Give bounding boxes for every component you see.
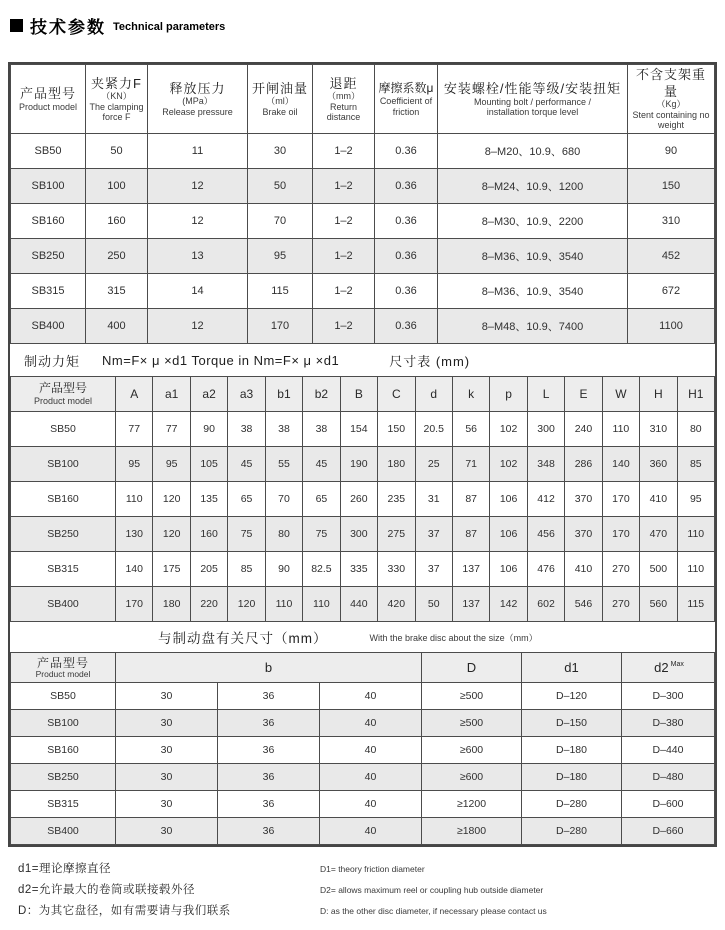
column-header-mounting-bolt bbox=[438, 65, 628, 134]
d2-label: d2 bbox=[654, 660, 669, 675]
column-header-a2: a2 bbox=[190, 377, 227, 412]
header-zh: 不含支架重量 bbox=[635, 67, 706, 99]
table-row bbox=[11, 482, 715, 517]
value-cell: 154 bbox=[340, 412, 377, 447]
value-cell: 8–M20、10.9、680 bbox=[438, 134, 628, 169]
value-cell: 80 bbox=[265, 517, 302, 552]
header-en: The clamping force F bbox=[89, 101, 144, 123]
product-model-cell: SB160 bbox=[11, 204, 86, 239]
value-cell: 150 bbox=[628, 169, 715, 204]
product-model-cell: SB100 bbox=[11, 710, 116, 737]
value-cell: 240 bbox=[565, 412, 602, 447]
value-cell: 410 bbox=[640, 482, 677, 517]
column-header-friction-coefficient bbox=[375, 65, 438, 134]
value-cell: D–660 bbox=[622, 818, 715, 845]
dimensions-table-body bbox=[11, 412, 715, 622]
product-model-cell: SB50 bbox=[11, 412, 116, 447]
footnote-d1 bbox=[18, 860, 725, 876]
disc-size-title-en: With the brake disc about the size（mm） bbox=[369, 632, 538, 643]
value-cell: 8–M36、10.9、3540 bbox=[438, 274, 628, 309]
value-cell: 1–2 bbox=[313, 239, 375, 274]
column-header-W: W bbox=[602, 377, 639, 412]
value-cell: 106 bbox=[490, 482, 527, 517]
product-model-cell: SB50 bbox=[11, 683, 116, 710]
value-cell: 275 bbox=[378, 517, 415, 552]
value-cell: 77 bbox=[116, 412, 153, 447]
value-cell: 115 bbox=[677, 587, 714, 622]
column-header-clamping-force bbox=[86, 65, 148, 134]
value-cell: 330 bbox=[378, 552, 415, 587]
value-cell: 140 bbox=[116, 552, 153, 587]
value-cell: 77 bbox=[153, 412, 190, 447]
value-cell: 13 bbox=[148, 239, 248, 274]
value-cell: 150 bbox=[378, 412, 415, 447]
value-cell: 180 bbox=[153, 587, 190, 622]
d2-max-superscript: Max bbox=[670, 660, 684, 668]
value-cell: 220 bbox=[190, 587, 227, 622]
value-cell: 1100 bbox=[628, 309, 715, 344]
value-cell: 410 bbox=[565, 552, 602, 587]
value-cell: 11 bbox=[148, 134, 248, 169]
value-cell: 175 bbox=[153, 552, 190, 587]
value-cell: 110 bbox=[677, 552, 714, 587]
header-en: Product model bbox=[18, 101, 78, 112]
value-cell: 36 bbox=[218, 683, 320, 710]
value-cell: 120 bbox=[228, 587, 265, 622]
value-cell: ≥1200 bbox=[422, 791, 522, 818]
value-cell: 40 bbox=[320, 764, 422, 791]
torque-formula-text: Nm=F× μ ×d1 Torque in Nm=F× μ ×d1 bbox=[102, 352, 340, 368]
footnote-zh: D：为其它盘径，如有需要请与我们联系 bbox=[18, 905, 231, 917]
header-en: Coefficient of friction bbox=[379, 96, 433, 117]
value-cell: 55 bbox=[265, 447, 302, 482]
value-cell: 45 bbox=[303, 447, 340, 482]
value-cell: 102 bbox=[490, 412, 527, 447]
value-cell: 90 bbox=[190, 412, 227, 447]
product-model-cell: SB400 bbox=[11, 818, 116, 845]
header-en: Product model bbox=[33, 396, 93, 407]
value-cell: D–150 bbox=[522, 710, 622, 737]
value-cell: 235 bbox=[378, 482, 415, 517]
value-cell: 476 bbox=[527, 552, 564, 587]
value-cell: 137 bbox=[452, 587, 489, 622]
product-model-cell: SB100 bbox=[11, 447, 116, 482]
value-cell: 250 bbox=[86, 239, 148, 274]
value-cell: 300 bbox=[527, 412, 564, 447]
value-cell: 40 bbox=[320, 791, 422, 818]
value-cell: 50 bbox=[86, 134, 148, 169]
torque-formula-row bbox=[10, 344, 715, 376]
value-cell: 31 bbox=[415, 482, 452, 517]
product-model-cell: SB315 bbox=[11, 552, 116, 587]
value-cell: 142 bbox=[490, 587, 527, 622]
dimensions-table bbox=[10, 376, 715, 622]
dimensions-header-row bbox=[11, 377, 715, 412]
column-header-weight bbox=[628, 65, 715, 134]
header-unit: （ml） bbox=[266, 96, 294, 106]
value-cell: 95 bbox=[677, 482, 714, 517]
value-cell: 180 bbox=[378, 447, 415, 482]
product-model-cell: SB400 bbox=[11, 309, 86, 344]
value-cell: 560 bbox=[640, 587, 677, 622]
value-cell: 40 bbox=[320, 818, 422, 845]
column-header-H1: H1 bbox=[677, 377, 714, 412]
value-cell: 110 bbox=[265, 587, 302, 622]
column-header-b: b bbox=[116, 653, 422, 683]
column-header-B: B bbox=[340, 377, 377, 412]
value-cell: 110 bbox=[602, 412, 639, 447]
value-cell: 20.5 bbox=[415, 412, 452, 447]
footnote-en: D: as the other disc diameter, if necessary please contact us bbox=[320, 906, 547, 916]
value-cell: 170 bbox=[602, 517, 639, 552]
table-row bbox=[11, 737, 715, 764]
header-zh: 安装螺栓/性能等级/安装扭矩 bbox=[443, 80, 622, 96]
value-cell: 120 bbox=[153, 482, 190, 517]
value-cell: 85 bbox=[677, 447, 714, 482]
value-cell: 30 bbox=[116, 764, 218, 791]
header-en: Return distance bbox=[326, 101, 361, 123]
value-cell: 1–2 bbox=[313, 169, 375, 204]
value-cell: 90 bbox=[628, 134, 715, 169]
table-row bbox=[11, 587, 715, 622]
value-cell: 0.36 bbox=[375, 239, 438, 274]
value-cell: 1–2 bbox=[313, 134, 375, 169]
value-cell: 36 bbox=[218, 737, 320, 764]
value-cell: 36 bbox=[218, 710, 320, 737]
column-header-brake-oil bbox=[248, 65, 313, 134]
value-cell: 38 bbox=[303, 412, 340, 447]
value-cell: 190 bbox=[340, 447, 377, 482]
product-model-cell: SB160 bbox=[11, 482, 116, 517]
value-cell: 360 bbox=[640, 447, 677, 482]
value-cell: 90 bbox=[265, 552, 302, 587]
value-cell: 1–2 bbox=[313, 204, 375, 239]
value-cell: 470 bbox=[640, 517, 677, 552]
value-cell: 0.36 bbox=[375, 169, 438, 204]
value-cell: 36 bbox=[218, 791, 320, 818]
column-header-D: D bbox=[422, 653, 522, 683]
value-cell: ≥600 bbox=[422, 764, 522, 791]
torque-label-zh: 制动力矩 bbox=[24, 353, 81, 369]
value-cell: 500 bbox=[640, 552, 677, 587]
header-zh: 产品型号 bbox=[38, 381, 87, 396]
column-header-b2: b2 bbox=[303, 377, 340, 412]
header-unit: （Kg） bbox=[656, 98, 686, 109]
value-cell: 50 bbox=[248, 169, 313, 204]
value-cell: 40 bbox=[320, 710, 422, 737]
value-cell: D–120 bbox=[522, 683, 622, 710]
value-cell: 36 bbox=[218, 764, 320, 791]
column-header-a1: a1 bbox=[153, 377, 190, 412]
value-cell: 310 bbox=[640, 412, 677, 447]
value-cell: 38 bbox=[228, 412, 265, 447]
value-cell: 8–M36、10.9、3540 bbox=[438, 239, 628, 274]
value-cell: 100 bbox=[86, 169, 148, 204]
value-cell: 672 bbox=[628, 274, 715, 309]
value-cell: 45 bbox=[228, 447, 265, 482]
header-zh: 产品型号 bbox=[36, 655, 89, 670]
header-en: Release pressure bbox=[162, 106, 233, 117]
header-unit: （KN） bbox=[101, 90, 132, 101]
value-cell: 310 bbox=[628, 204, 715, 239]
table-row bbox=[11, 169, 715, 204]
table-row bbox=[11, 447, 715, 482]
value-cell: D–180 bbox=[522, 737, 622, 764]
value-cell: D–280 bbox=[522, 791, 622, 818]
column-header-L: L bbox=[527, 377, 564, 412]
value-cell: 95 bbox=[116, 447, 153, 482]
value-cell: 115 bbox=[248, 274, 313, 309]
value-cell: 95 bbox=[153, 447, 190, 482]
value-cell: 102 bbox=[490, 447, 527, 482]
column-header-d2-max bbox=[622, 653, 715, 683]
value-cell: 456 bbox=[527, 517, 564, 552]
value-cell: 30 bbox=[116, 791, 218, 818]
header-zh: 退距 bbox=[329, 75, 358, 91]
column-header-E: E bbox=[565, 377, 602, 412]
header-unit: (MPa） bbox=[182, 96, 213, 106]
value-cell: 56 bbox=[452, 412, 489, 447]
value-cell: 130 bbox=[116, 517, 153, 552]
value-cell: 0.36 bbox=[375, 204, 438, 239]
product-model-cell: SB50 bbox=[11, 134, 86, 169]
header-en: Stent containing no weight bbox=[632, 109, 710, 131]
header-zh: 释放压力 bbox=[169, 80, 226, 96]
value-cell: 400 bbox=[86, 309, 148, 344]
footnote-zh: d1=理论摩擦直径 bbox=[18, 863, 112, 875]
parameters-header-row bbox=[11, 65, 715, 134]
value-cell: 87 bbox=[452, 517, 489, 552]
value-cell: 12 bbox=[148, 169, 248, 204]
value-cell: 85 bbox=[228, 552, 265, 587]
column-header-a3: a3 bbox=[228, 377, 265, 412]
value-cell: 87 bbox=[452, 482, 489, 517]
page-title bbox=[0, 0, 725, 37]
parameters-table-body bbox=[11, 134, 715, 344]
header-zh: 夹紧力F bbox=[91, 75, 142, 91]
table-row bbox=[11, 239, 715, 274]
value-cell: 75 bbox=[303, 517, 340, 552]
header-en: Brake oil bbox=[262, 106, 298, 117]
table-row bbox=[11, 683, 715, 710]
value-cell: 300 bbox=[340, 517, 377, 552]
value-cell: 65 bbox=[303, 482, 340, 517]
value-cell: 80 bbox=[677, 412, 714, 447]
value-cell: 137 bbox=[452, 552, 489, 587]
value-cell: 602 bbox=[527, 587, 564, 622]
column-header-b1: b1 bbox=[265, 377, 302, 412]
footnote-en: D1= theory friction diameter bbox=[320, 864, 425, 874]
product-model-cell: SB250 bbox=[11, 517, 116, 552]
value-cell: 546 bbox=[565, 587, 602, 622]
footnote-d2 bbox=[18, 881, 725, 897]
value-cell: 12 bbox=[148, 204, 248, 239]
value-cell: 30 bbox=[116, 737, 218, 764]
size-table-label: 尺寸表 (mm) bbox=[389, 353, 471, 369]
product-model-cell: SB250 bbox=[11, 239, 86, 274]
footnote-zh: d2=允许最大的卷筒或联接毂外径 bbox=[18, 884, 196, 896]
value-cell: D–480 bbox=[622, 764, 715, 791]
column-header-A: A bbox=[116, 377, 153, 412]
value-cell: 30 bbox=[116, 683, 218, 710]
value-cell: 420 bbox=[378, 587, 415, 622]
value-cell: 270 bbox=[602, 552, 639, 587]
column-header-product-model bbox=[11, 377, 116, 412]
product-model-cell: SB160 bbox=[11, 737, 116, 764]
footnotes bbox=[18, 860, 725, 918]
page-title-en: Technical parameters bbox=[113, 21, 226, 33]
square-bullet-icon bbox=[10, 19, 23, 32]
value-cell: 260 bbox=[340, 482, 377, 517]
value-cell: 65 bbox=[228, 482, 265, 517]
value-cell: ≥1800 bbox=[422, 818, 522, 845]
value-cell: 160 bbox=[190, 517, 227, 552]
table-row bbox=[11, 710, 715, 737]
value-cell: 25 bbox=[415, 447, 452, 482]
table-row bbox=[11, 134, 715, 169]
value-cell: 110 bbox=[677, 517, 714, 552]
value-cell: 170 bbox=[116, 587, 153, 622]
table-row bbox=[11, 204, 715, 239]
value-cell: D–280 bbox=[522, 818, 622, 845]
value-cell: 37 bbox=[415, 552, 452, 587]
value-cell: 140 bbox=[602, 447, 639, 482]
value-cell: D–180 bbox=[522, 764, 622, 791]
header-en: Mounting bolt / performance / installation torque level bbox=[473, 96, 592, 118]
value-cell: 36 bbox=[218, 818, 320, 845]
product-model-cell: SB400 bbox=[11, 587, 116, 622]
value-cell: D–300 bbox=[622, 683, 715, 710]
column-header-release-pressure bbox=[148, 65, 248, 134]
table-row bbox=[11, 791, 715, 818]
value-cell: D–440 bbox=[622, 737, 715, 764]
table-row bbox=[11, 764, 715, 791]
value-cell: 82.5 bbox=[303, 552, 340, 587]
value-cell: 286 bbox=[565, 447, 602, 482]
value-cell: 1–2 bbox=[313, 274, 375, 309]
product-model-cell: SB250 bbox=[11, 764, 116, 791]
value-cell: 160 bbox=[86, 204, 148, 239]
disc-size-table bbox=[10, 652, 715, 845]
value-cell: 1–2 bbox=[313, 309, 375, 344]
value-cell: 270 bbox=[602, 587, 639, 622]
table-row bbox=[11, 517, 715, 552]
value-cell: 30 bbox=[116, 818, 218, 845]
page-title-zh: 技术参数 bbox=[30, 17, 106, 37]
column-header-product-model bbox=[11, 653, 116, 683]
parameters-table bbox=[10, 64, 715, 344]
disc-size-section-title bbox=[10, 622, 715, 652]
header-en: Product model bbox=[35, 669, 91, 680]
value-cell: 335 bbox=[340, 552, 377, 587]
header-unit: （mm） bbox=[327, 90, 360, 101]
value-cell: 135 bbox=[190, 482, 227, 517]
table-row bbox=[11, 274, 715, 309]
footnote-en: D2= allows maximum reel or coupling hub outside diameter bbox=[320, 885, 544, 895]
value-cell: 120 bbox=[153, 517, 190, 552]
value-cell: 12 bbox=[148, 309, 248, 344]
header-zh: 开闸油量 bbox=[251, 80, 308, 96]
technical-parameters-grid bbox=[8, 62, 717, 847]
value-cell: 106 bbox=[490, 552, 527, 587]
value-cell: 315 bbox=[86, 274, 148, 309]
disc-size-title-zh: 与制动盘有关尺寸（mm） bbox=[158, 631, 328, 646]
value-cell: 37 bbox=[415, 517, 452, 552]
product-model-cell: SB315 bbox=[11, 791, 116, 818]
table-row bbox=[11, 309, 715, 344]
value-cell: 110 bbox=[303, 587, 340, 622]
disc-size-header-row bbox=[11, 653, 715, 683]
column-header-return-distance bbox=[313, 65, 375, 134]
column-header-p: p bbox=[490, 377, 527, 412]
value-cell: ≥500 bbox=[422, 683, 522, 710]
value-cell: 50 bbox=[415, 587, 452, 622]
product-model-cell: SB100 bbox=[11, 169, 86, 204]
column-header-H: H bbox=[640, 377, 677, 412]
value-cell: 95 bbox=[248, 239, 313, 274]
product-model-cell: SB315 bbox=[11, 274, 86, 309]
value-cell: 370 bbox=[565, 482, 602, 517]
value-cell: 40 bbox=[320, 683, 422, 710]
value-cell: 0.36 bbox=[375, 134, 438, 169]
value-cell: ≥500 bbox=[422, 710, 522, 737]
value-cell: 70 bbox=[265, 482, 302, 517]
value-cell: D–600 bbox=[622, 791, 715, 818]
value-cell: 70 bbox=[248, 204, 313, 239]
value-cell: ≥600 bbox=[422, 737, 522, 764]
table-row bbox=[11, 818, 715, 845]
value-cell: 452 bbox=[628, 239, 715, 274]
value-cell: 370 bbox=[565, 517, 602, 552]
value-cell: 105 bbox=[190, 447, 227, 482]
value-cell: 71 bbox=[452, 447, 489, 482]
value-cell: 75 bbox=[228, 517, 265, 552]
value-cell: 30 bbox=[248, 134, 313, 169]
disc-size-table-body bbox=[11, 683, 715, 845]
value-cell: 8–M48、10.9、7400 bbox=[438, 309, 628, 344]
value-cell: 205 bbox=[190, 552, 227, 587]
table-row bbox=[11, 552, 715, 587]
value-cell: 110 bbox=[116, 482, 153, 517]
value-cell: 412 bbox=[527, 482, 564, 517]
header-zh: 产品型号 bbox=[19, 85, 76, 101]
column-header-C: C bbox=[378, 377, 415, 412]
value-cell: 106 bbox=[490, 517, 527, 552]
value-cell: 8–M30、10.9、2200 bbox=[438, 204, 628, 239]
value-cell: 40 bbox=[320, 737, 422, 764]
value-cell: 348 bbox=[527, 447, 564, 482]
value-cell: 170 bbox=[248, 309, 313, 344]
value-cell: 30 bbox=[116, 710, 218, 737]
value-cell: D–380 bbox=[622, 710, 715, 737]
value-cell: 0.36 bbox=[375, 274, 438, 309]
value-cell: 14 bbox=[148, 274, 248, 309]
table-row bbox=[11, 412, 715, 447]
value-cell: 38 bbox=[265, 412, 302, 447]
footnote-D bbox=[18, 902, 725, 918]
value-cell: 170 bbox=[602, 482, 639, 517]
value-cell: 440 bbox=[340, 587, 377, 622]
column-header-k: k bbox=[452, 377, 489, 412]
value-cell: 8–M24、10.9、1200 bbox=[438, 169, 628, 204]
column-header-product-model bbox=[11, 65, 86, 134]
header-zh: 摩擦系数μ bbox=[378, 81, 434, 96]
column-header-d1: d1 bbox=[522, 653, 622, 683]
column-header-d: d bbox=[415, 377, 452, 412]
value-cell: 0.36 bbox=[375, 309, 438, 344]
